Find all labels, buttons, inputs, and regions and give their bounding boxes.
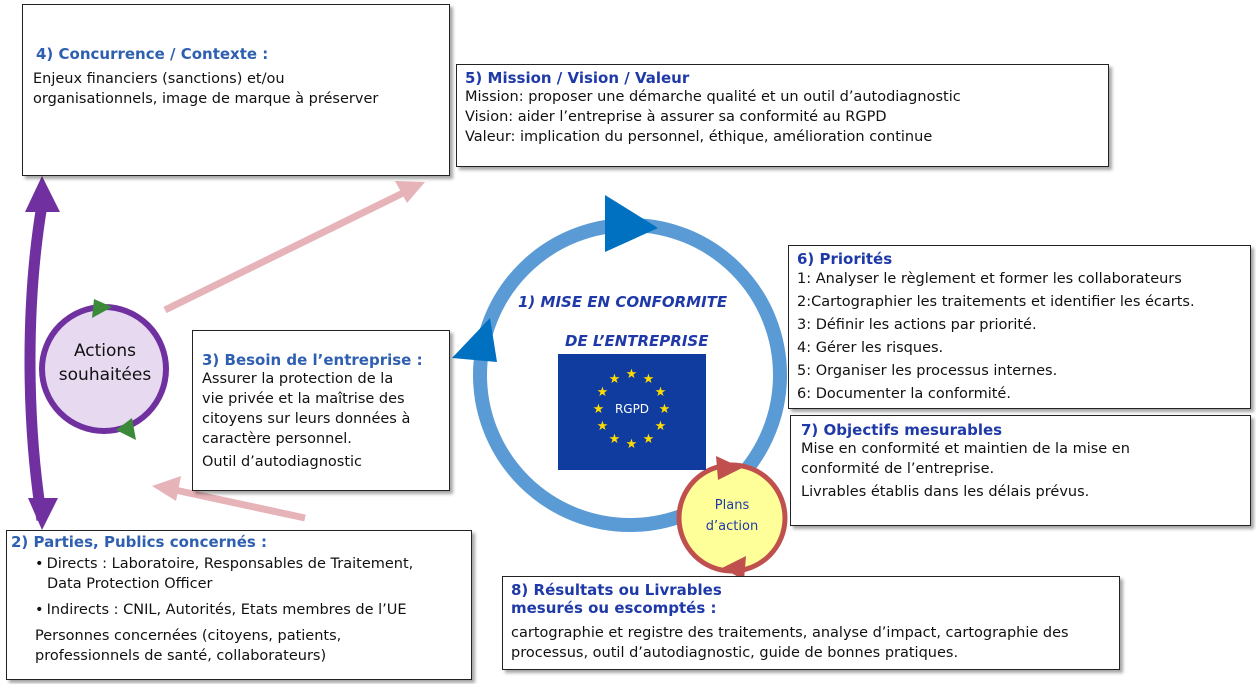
star-icon: ★ <box>654 419 667 434</box>
actions-label <box>50 339 160 387</box>
star-icon: ★ <box>642 432 655 447</box>
star-icon: ★ <box>625 367 638 382</box>
parties-bullet-directs: • Directs : Laboratoire, Responsables de Traitement, <box>35 554 467 574</box>
mission-box <box>456 64 1109 167</box>
objectifs-line: Livrables établis dans les délais prévus. <box>801 484 1090 500</box>
parties-line: professionnels de santé, collaborateurs) <box>35 648 327 664</box>
objectifs-title: 7) Objectifs mesurables <box>801 421 1003 439</box>
resultats-line: processus, outil d’autodiagnostic, guide de bonnes pratiques. <box>511 645 959 661</box>
priorite-item: 3: Définir les actions par priorité. <box>797 317 1037 333</box>
eu-flag <box>558 354 706 470</box>
pink-arrow-to-concurrence <box>165 181 425 310</box>
mission-line: Mission: proposer une démarche qualité et un outil d’autodiagnostic <box>465 89 961 105</box>
mission-title: 5) Mission / Vision / Valeur <box>465 69 690 87</box>
priorite-item: 1: Analyser le règlement et former les collaborateurs <box>797 271 1182 287</box>
star-icon: ★ <box>592 402 605 417</box>
plans-label <box>690 495 774 537</box>
concurrence-line: organisationnels, image de marque à préserver <box>33 91 379 107</box>
objectifs-box <box>790 415 1251 526</box>
vision-line: Vision: aider l’entreprise à assurer sa conformité au RGPD <box>465 109 887 125</box>
parties-title: 2) Parties, Publics concernés : <box>11 533 268 551</box>
star-icon: ★ <box>608 372 621 387</box>
resultats-title-line1: 8) Résultats ou Livrables <box>511 581 722 599</box>
priorite-item: 6: Documenter la conformité. <box>797 386 1011 402</box>
concurrence-title: 4) Concurrence / Contexte : <box>36 45 269 63</box>
concurrence-line: Enjeux financiers (sanctions) et/ou <box>33 71 285 87</box>
center-title-line1: 1) MISE EN CONFORMITE <box>518 293 728 311</box>
resultats-line: cartographie et registre des traitements, analyse d’impact, cartographie des <box>511 625 1069 641</box>
parties-bullet-indirects: • Indirects : CNIL, Autorités, Etats membres de l’UE <box>35 600 467 620</box>
plans-label-line1: Plans <box>714 498 750 513</box>
besoin-line: vie privée et la maîtrise des <box>202 391 405 407</box>
priorites-box <box>788 245 1251 409</box>
besoin-line: citoyens sur leurs données à <box>202 411 411 427</box>
star-icon: ★ <box>596 419 609 434</box>
priorite-item: 4: Gérer les risques. <box>797 340 944 356</box>
objectifs-line: Mise en conformité et maintien de la mise en <box>801 441 1130 457</box>
resultats-box <box>502 576 1120 670</box>
star-icon: ★ <box>654 385 667 400</box>
besoin-line: Assurer la protection de la <box>202 371 394 387</box>
parties-line: Personnes concernées (citoyens, patients, <box>35 628 342 644</box>
parties-bullet-directs-cont: Data Protection Officer <box>47 576 213 592</box>
priorite-item: 5: Organiser les processus internes. <box>797 363 1058 379</box>
resultats-title-line2: mesurés ou escomptés : <box>511 599 717 617</box>
priorites-title: 6) Priorités <box>797 250 893 268</box>
star-icon: ★ <box>658 402 671 417</box>
besoin-line: Outil d’autodiagnostic <box>202 454 363 470</box>
plans-label-line2: d’action <box>705 519 759 534</box>
objectifs-line: conformité de l’entreprise. <box>801 461 995 477</box>
star-icon: ★ <box>642 372 655 387</box>
parties-box <box>6 530 472 680</box>
star-icon: ★ <box>625 437 638 452</box>
concurrence-box <box>22 4 450 176</box>
star-icon: ★ <box>596 385 609 400</box>
priorite-item: 2:Cartographier les traitements et identifier les écarts. <box>797 294 1195 310</box>
actions-label-line2: souhaitées <box>58 365 152 385</box>
valeur-line: Valeur: implication du personnel, éthique, amélioration continue <box>465 129 933 145</box>
besoin-box <box>192 330 450 491</box>
besoin-line: caractère personnel. <box>202 431 352 447</box>
center-title-line2: DE L’ENTREPRISE <box>565 332 709 350</box>
besoin-title: 3) Besoin de l’entreprise : <box>202 351 423 369</box>
star-icon: ★ <box>608 432 621 447</box>
flag-label: RGPD <box>614 402 650 416</box>
actions-label-line1: Actions <box>73 341 137 361</box>
